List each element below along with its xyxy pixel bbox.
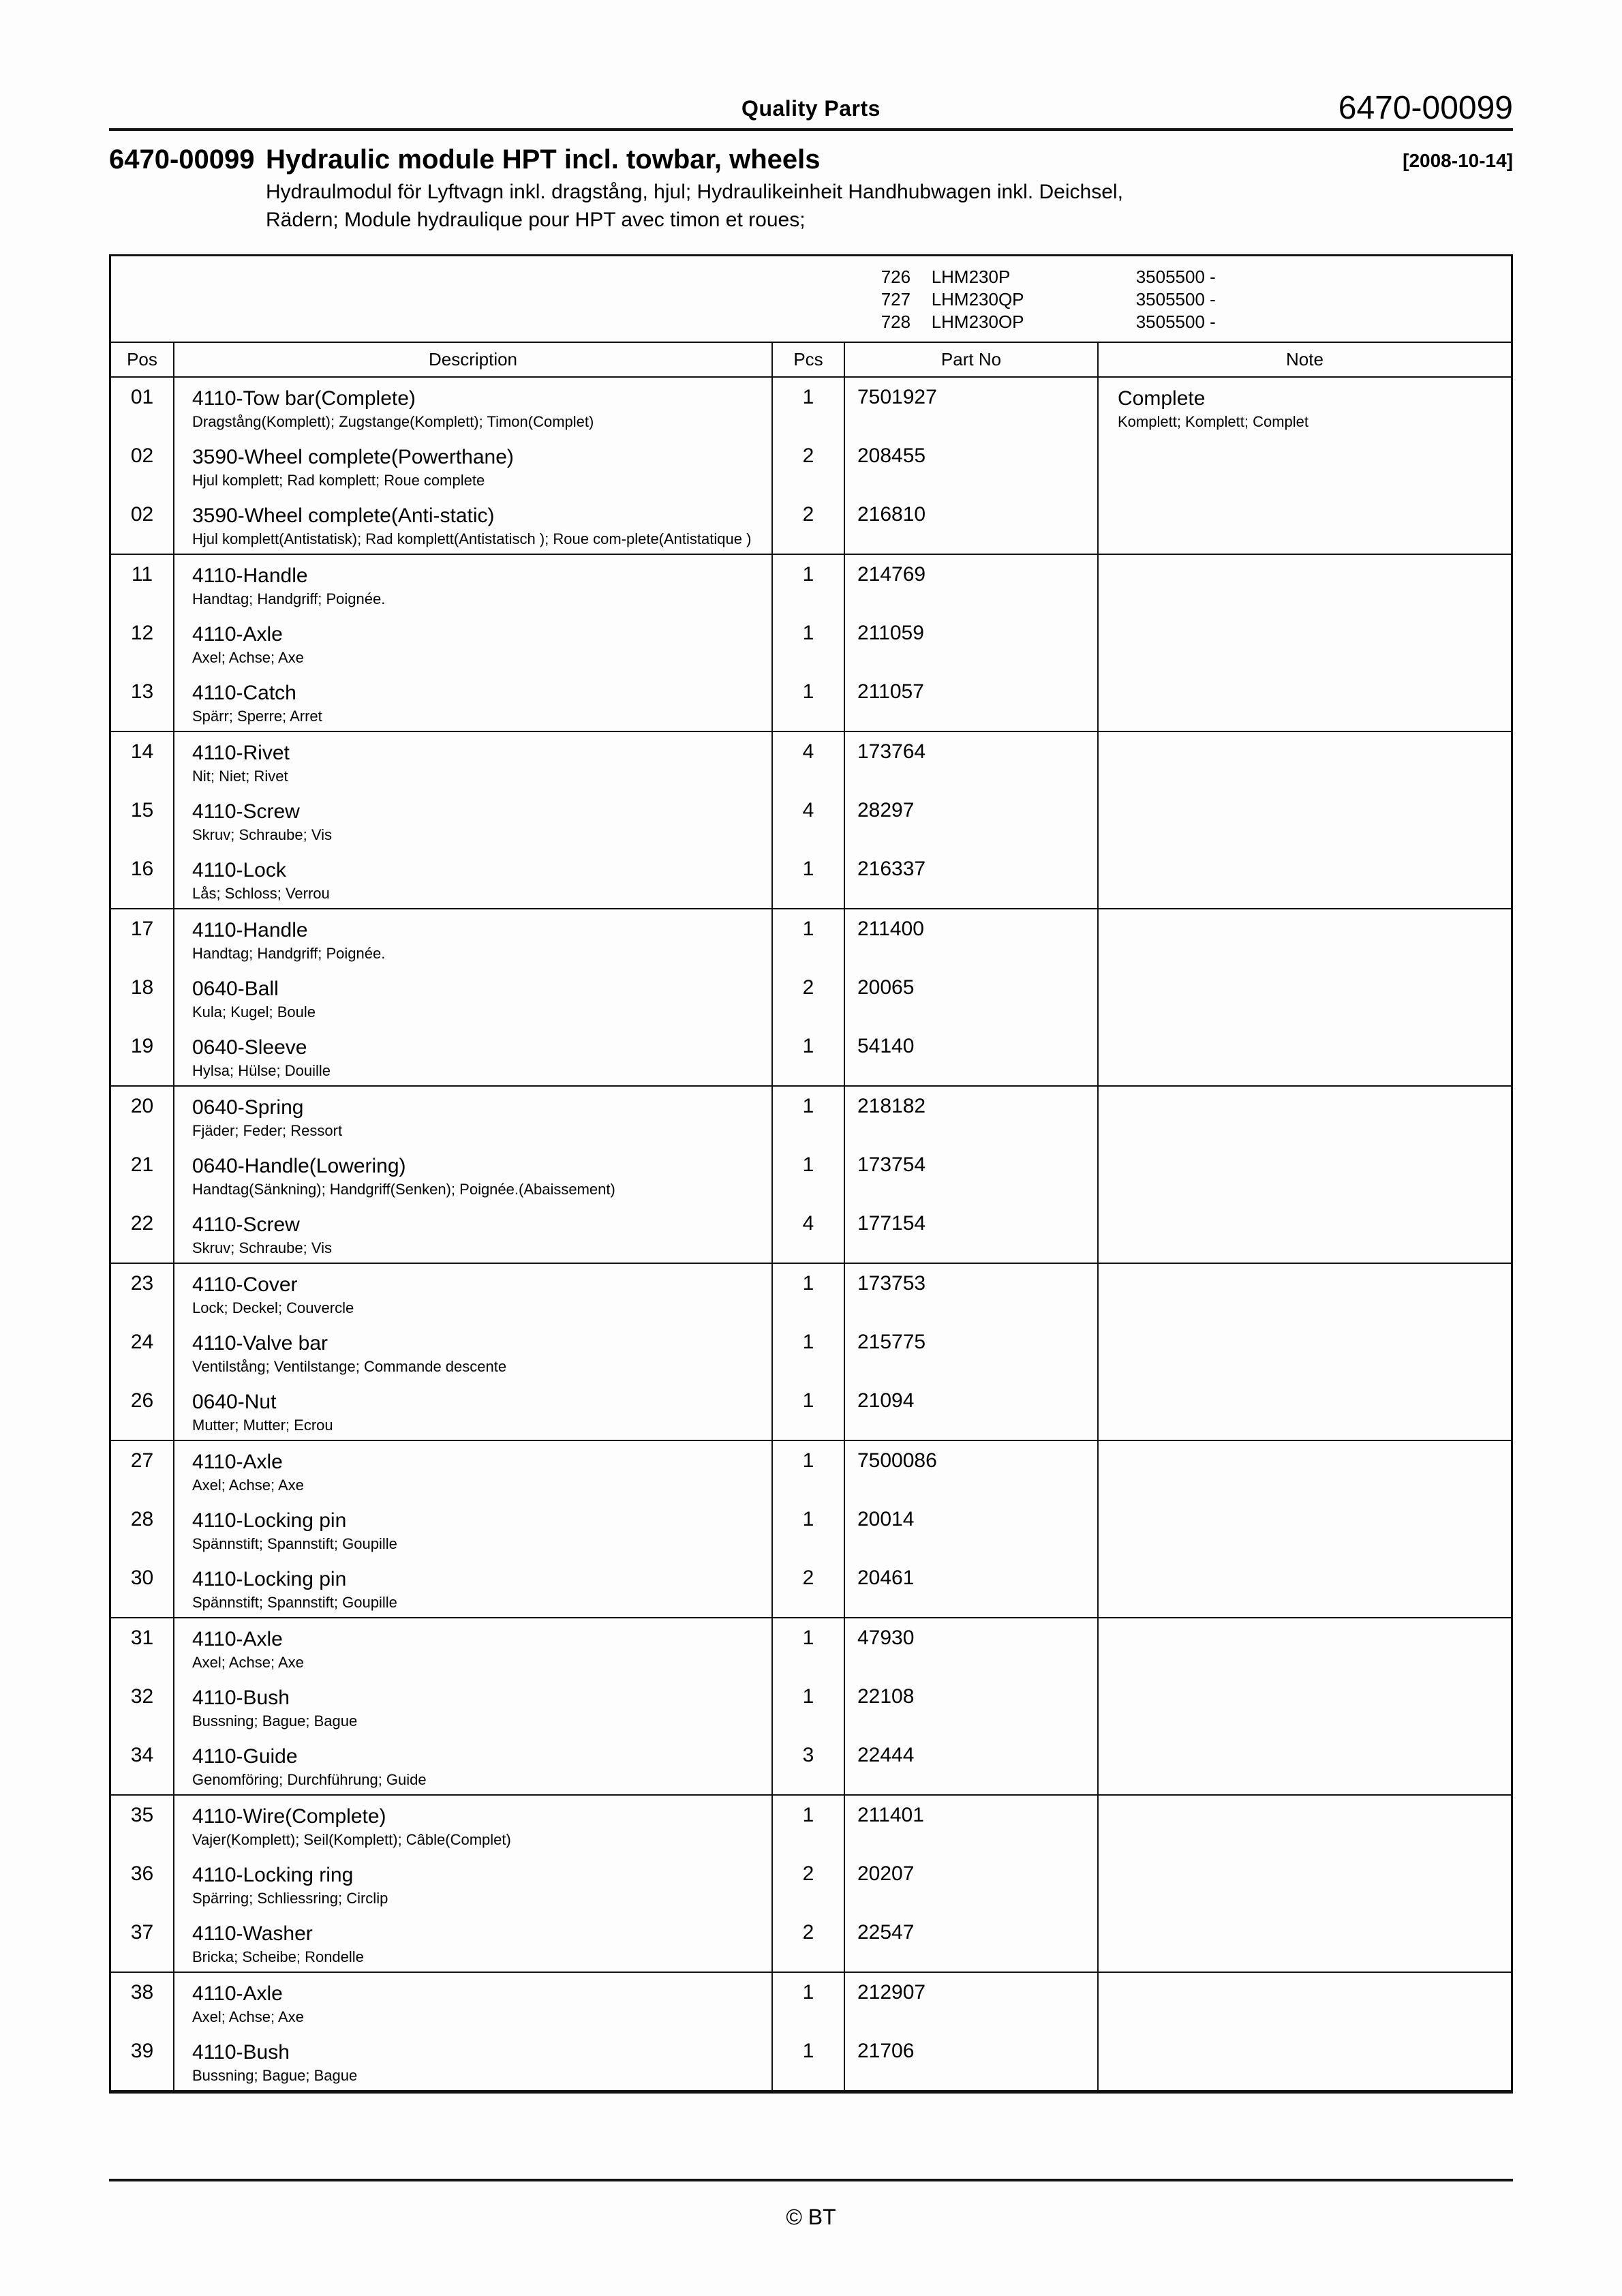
note-cell bbox=[1098, 1913, 1511, 1972]
description-main: 4110-Washer bbox=[192, 1922, 313, 1945]
description-translations: Bricka; Scheibe; Rondelle bbox=[192, 1948, 364, 1965]
description-translations: Axel; Achse; Axe bbox=[192, 649, 304, 666]
parts-table-header bbox=[111, 343, 1511, 377]
table-row bbox=[111, 1558, 1511, 1618]
table-row bbox=[111, 1677, 1511, 1736]
description-main: 4110-Catch bbox=[192, 682, 296, 704]
note-cell bbox=[1098, 909, 1511, 968]
title-block bbox=[109, 145, 1513, 234]
table-row bbox=[111, 1145, 1511, 1204]
part-no-cell: 215775 bbox=[844, 1323, 1098, 1381]
description-translations: Ventilstång; Ventilstange; Commande descente bbox=[192, 1358, 507, 1375]
description-cell bbox=[174, 1618, 772, 1677]
revision-date: [2008-10-14] bbox=[1403, 150, 1513, 171]
part-no-cell: 21094 bbox=[844, 1381, 1098, 1440]
pos-cell: 02 bbox=[111, 436, 174, 495]
description-translations: Spärr; Sperre; Arret bbox=[192, 708, 322, 725]
part-no-cell: 208455 bbox=[844, 436, 1098, 495]
note-cell bbox=[1098, 1145, 1511, 1204]
description-cell bbox=[174, 1854, 772, 1913]
pos-cell: 38 bbox=[111, 1972, 174, 2031]
description-translations: Axel; Achse; Axe bbox=[192, 1654, 304, 1671]
description-translations: Spännstift; Spannstift; Goupille bbox=[192, 1535, 397, 1552]
pos-cell: 12 bbox=[111, 614, 174, 672]
note-cell bbox=[1098, 672, 1511, 731]
description-cell bbox=[174, 614, 772, 672]
pcs-cell: 2 bbox=[772, 1558, 844, 1618]
pcs-cell: 2 bbox=[772, 1854, 844, 1913]
note-cell bbox=[1098, 849, 1511, 909]
note-cell bbox=[1098, 968, 1511, 1027]
pcs-cell: 1 bbox=[772, 1500, 844, 1558]
table-row bbox=[111, 436, 1511, 495]
part-no-cell: 22547 bbox=[844, 1913, 1098, 1972]
pos-cell: 19 bbox=[111, 1027, 174, 1086]
description-main: 4110-Wire(Complete) bbox=[192, 1805, 386, 1828]
note-cell bbox=[1098, 1558, 1511, 1618]
pos-cell: 37 bbox=[111, 1913, 174, 1972]
header-divider bbox=[109, 128, 1513, 131]
page-footer bbox=[109, 2179, 1513, 2230]
description-main: 4110-Rivet bbox=[192, 742, 290, 764]
description-translations: Bussning; Bague; Bague bbox=[192, 1712, 358, 1729]
part-no-cell: 20065 bbox=[844, 968, 1098, 1027]
model-serial: 3505500 - bbox=[1135, 312, 1216, 332]
models-box bbox=[111, 256, 1511, 343]
pos-cell: 21 bbox=[111, 1145, 174, 1204]
part-no-cell: 218182 bbox=[844, 1086, 1098, 1145]
pcs-cell: 1 bbox=[772, 1677, 844, 1736]
pcs-cell: 1 bbox=[772, 1086, 844, 1145]
description-main: 4110-Screw bbox=[192, 1213, 300, 1236]
description-main: 0640-Sleeve bbox=[192, 1036, 307, 1059]
note-cell bbox=[1098, 1972, 1511, 2031]
table-row bbox=[111, 849, 1511, 909]
note-cell bbox=[1098, 731, 1511, 791]
table-row bbox=[111, 614, 1511, 672]
parts-table-container bbox=[109, 254, 1513, 2094]
part-no-cell: 173754 bbox=[844, 1145, 1098, 1204]
table-row bbox=[111, 1086, 1511, 1145]
part-no-cell: 47930 bbox=[844, 1618, 1098, 1677]
description-cell bbox=[174, 1972, 772, 2031]
description-translations: Fjäder; Feder; Ressort bbox=[192, 1122, 343, 1139]
pcs-cell: 1 bbox=[772, 1027, 844, 1086]
description-main: 4110-Cover bbox=[192, 1273, 298, 1296]
page-title: Hydraulic module HPT incl. towbar, wheels bbox=[266, 145, 821, 175]
parts-table-body bbox=[111, 377, 1511, 2091]
pcs-cell: 1 bbox=[772, 554, 844, 614]
description-translations: Genomföring; Durchführung; Guide bbox=[192, 1771, 427, 1788]
pcs-cell: 1 bbox=[772, 2031, 844, 2091]
model-line bbox=[881, 311, 1511, 333]
description-cell bbox=[174, 1913, 772, 1972]
table-row bbox=[111, 1795, 1511, 1854]
pos-cell: 23 bbox=[111, 1263, 174, 1323]
table-row bbox=[111, 731, 1511, 791]
description-translations: Vajer(Komplett); Seil(Komplett); Câble(Complet) bbox=[192, 1831, 511, 1848]
description-main: 4110-Screw bbox=[192, 800, 300, 823]
description-main: 4110-Axle bbox=[192, 1628, 283, 1650]
description-cell bbox=[174, 672, 772, 731]
pos-cell: 11 bbox=[111, 554, 174, 614]
part-no-cell: 214769 bbox=[844, 554, 1098, 614]
part-no-cell: 21706 bbox=[844, 2031, 1098, 2091]
pos-cell: 02 bbox=[111, 495, 174, 554]
description-main: 4110-Bush bbox=[192, 1687, 290, 1709]
pos-cell: 13 bbox=[111, 672, 174, 731]
description-cell bbox=[174, 554, 772, 614]
table-row bbox=[111, 1323, 1511, 1381]
part-no-cell: 216337 bbox=[844, 849, 1098, 909]
part-no-cell: 173764 bbox=[844, 731, 1098, 791]
description-main: 4110-Axle bbox=[192, 1982, 283, 2005]
description-cell bbox=[174, 849, 772, 909]
note-cell bbox=[1098, 1677, 1511, 1736]
table-row bbox=[111, 1440, 1511, 1500]
part-no-cell: 211059 bbox=[844, 614, 1098, 672]
pos-cell: 27 bbox=[111, 1440, 174, 1500]
description-translations: Hjul komplett(Antistatisk); Rad komplett(Antistatisch ); Roue com-plete(Antistatique ) bbox=[192, 530, 752, 547]
pcs-cell: 1 bbox=[772, 1618, 844, 1677]
table-row bbox=[111, 1027, 1511, 1086]
pcs-cell: 1 bbox=[772, 377, 844, 436]
pos-cell: 18 bbox=[111, 968, 174, 1027]
brand-title: Quality Parts bbox=[741, 96, 881, 121]
pos-cell: 16 bbox=[111, 849, 174, 909]
pos-cell: 26 bbox=[111, 1381, 174, 1440]
description-cell bbox=[174, 791, 772, 849]
note-cell bbox=[1098, 791, 1511, 849]
pcs-cell: 1 bbox=[772, 1795, 844, 1854]
pos-cell: 20 bbox=[111, 1086, 174, 1145]
description-translations: Hylsa; Hülse; Douille bbox=[192, 1062, 331, 1079]
table-row bbox=[111, 1913, 1511, 1972]
copyright-text: © BT bbox=[786, 2205, 836, 2229]
table-row bbox=[111, 1204, 1511, 1263]
description-main: 4110-Tow bar(Complete) bbox=[192, 387, 416, 410]
description-main: 3590-Wheel complete(Anti-static) bbox=[192, 504, 495, 527]
description-main: 4110-Valve bar bbox=[192, 1332, 328, 1355]
model-no: 727 bbox=[881, 289, 911, 309]
part-no-cell: 22444 bbox=[844, 1736, 1098, 1795]
description-cell bbox=[174, 2031, 772, 2091]
part-no-cell: 211401 bbox=[844, 1795, 1098, 1854]
title-main bbox=[266, 145, 1349, 234]
part-no-cell: 212907 bbox=[844, 1972, 1098, 2031]
model-name: LHM230QP bbox=[931, 289, 1024, 309]
part-no-cell: 20207 bbox=[844, 1854, 1098, 1913]
part-no-cell: 7500086 bbox=[844, 1440, 1098, 1500]
pcs-cell: 1 bbox=[772, 909, 844, 968]
description-cell bbox=[174, 495, 772, 554]
pos-cell: 22 bbox=[111, 1204, 174, 1263]
note-cell bbox=[1098, 614, 1511, 672]
description-translations: Nit; Niet; Rivet bbox=[192, 768, 288, 785]
table-row bbox=[111, 1618, 1511, 1677]
description-main: 0640-Spring bbox=[192, 1096, 304, 1119]
description-translations: Kula; Kugel; Boule bbox=[192, 1003, 316, 1021]
title-number: 6470-00099 bbox=[109, 145, 255, 175]
part-no-cell: 7501927 bbox=[844, 377, 1098, 436]
description-cell bbox=[174, 1323, 772, 1381]
description-main: 4110-Guide bbox=[192, 1745, 298, 1768]
col-header-part-no: Part No bbox=[844, 343, 1098, 377]
description-main: 4110-Handle bbox=[192, 564, 308, 587]
note-cell bbox=[1098, 436, 1511, 495]
table-row bbox=[111, 1736, 1511, 1795]
description-main: 4110-Locking pin bbox=[192, 1568, 347, 1590]
description-cell bbox=[174, 1795, 772, 1854]
col-header-note: Note bbox=[1098, 343, 1511, 377]
note-cell bbox=[1098, 1736, 1511, 1795]
pos-cell: 39 bbox=[111, 2031, 174, 2091]
pos-cell: 32 bbox=[111, 1677, 174, 1736]
table-row bbox=[111, 554, 1511, 614]
description-translations: Handtag; Handgriff; Poignée. bbox=[192, 590, 386, 607]
description-main: 0640-Ball bbox=[192, 978, 279, 1000]
description-translations: Handtag(Sänkning); Handgriff(Senken); Poignée.(Abaissement) bbox=[192, 1181, 615, 1198]
pos-cell: 36 bbox=[111, 1854, 174, 1913]
description-main: 0640-Handle(Lowering) bbox=[192, 1155, 406, 1177]
pcs-cell: 4 bbox=[772, 791, 844, 849]
model-no: 726 bbox=[881, 267, 911, 287]
description-translations: Axel; Achse; Axe bbox=[192, 2008, 304, 2025]
description-translations: Skruv; Schraube; Vis bbox=[192, 826, 333, 843]
model-no: 728 bbox=[881, 312, 911, 332]
parts-table bbox=[111, 343, 1511, 2091]
description-translations: Dragstång(Komplett); Zugstange(Komplett); Timon(Complet) bbox=[192, 413, 594, 430]
description-translations: Spärring; Schliessring; Circlip bbox=[192, 1890, 388, 1907]
pos-cell: 34 bbox=[111, 1736, 174, 1795]
note-cell bbox=[1098, 1500, 1511, 1558]
description-translations: Hjul komplett; Rad komplett; Roue complete bbox=[192, 472, 485, 489]
note-cell bbox=[1098, 1795, 1511, 1854]
model-serial: 3505500 - bbox=[1135, 267, 1216, 287]
table-row bbox=[111, 495, 1511, 554]
description-cell bbox=[174, 1263, 772, 1323]
table-row bbox=[111, 1972, 1511, 2031]
table-row bbox=[111, 791, 1511, 849]
note-cell bbox=[1098, 495, 1511, 554]
pcs-cell: 3 bbox=[772, 1736, 844, 1795]
note-cell bbox=[1098, 377, 1511, 436]
note-cell bbox=[1098, 1086, 1511, 1145]
description-translations: Axel; Achse; Axe bbox=[192, 1477, 304, 1494]
description-cell bbox=[174, 1145, 772, 1204]
note-cell bbox=[1098, 2031, 1511, 2091]
pcs-cell: 1 bbox=[772, 1440, 844, 1500]
pos-cell: 15 bbox=[111, 791, 174, 849]
pcs-cell: 4 bbox=[772, 1204, 844, 1263]
description-main: 3590-Wheel complete(Powerthane) bbox=[192, 446, 514, 468]
note-cell bbox=[1098, 1381, 1511, 1440]
pcs-cell: 1 bbox=[772, 614, 844, 672]
description-cell bbox=[174, 1086, 772, 1145]
pos-cell: 28 bbox=[111, 1500, 174, 1558]
part-no-cell: 20014 bbox=[844, 1500, 1098, 1558]
page-subtitle-line1: Hydraulmodul för Lyftvagn inkl. dragstång, hjul; Hydraulikeinheit Handhubwagen inkl. Deichsel, bbox=[266, 181, 1123, 203]
description-main: 4110-Locking pin bbox=[192, 1509, 347, 1532]
part-no-cell: 173753 bbox=[844, 1263, 1098, 1323]
description-main: 4110-Handle bbox=[192, 919, 308, 941]
description-main: 4110-Locking ring bbox=[192, 1864, 354, 1886]
description-cell bbox=[174, 436, 772, 495]
part-no-cell: 28297 bbox=[844, 791, 1098, 849]
pcs-cell: 1 bbox=[772, 1263, 844, 1323]
description-cell bbox=[174, 1381, 772, 1440]
part-no-cell: 211400 bbox=[844, 909, 1098, 968]
pos-cell: 14 bbox=[111, 731, 174, 791]
pcs-cell: 2 bbox=[772, 968, 844, 1027]
table-row bbox=[111, 1381, 1511, 1440]
description-translations: Bussning; Bague; Bague bbox=[192, 2067, 358, 2084]
col-header-description: Description bbox=[174, 343, 772, 377]
part-no-cell: 20461 bbox=[844, 1558, 1098, 1618]
description-translations: Skruv; Schraube; Vis bbox=[192, 1239, 333, 1256]
description-cell bbox=[174, 731, 772, 791]
table-row bbox=[111, 377, 1511, 436]
model-line bbox=[881, 266, 1511, 288]
description-cell bbox=[174, 1204, 772, 1263]
description-main: 4110-Lock bbox=[192, 859, 286, 881]
description-main: 4110-Bush bbox=[192, 2041, 290, 2064]
pcs-cell: 4 bbox=[772, 731, 844, 791]
part-no-cell: 54140 bbox=[844, 1027, 1098, 1086]
description-main: 0640-Nut bbox=[192, 1391, 277, 1413]
pcs-cell: 2 bbox=[772, 1913, 844, 1972]
table-row bbox=[111, 1854, 1511, 1913]
description-cell bbox=[174, 1440, 772, 1500]
description-cell bbox=[174, 968, 772, 1027]
pos-cell: 17 bbox=[111, 909, 174, 968]
description-translations: Lock; Deckel; Couvercle bbox=[192, 1299, 354, 1316]
header-doc-number: 6470-00099 bbox=[1338, 90, 1513, 126]
description-translations: Handtag; Handgriff; Poignée. bbox=[192, 945, 386, 962]
description-cell bbox=[174, 377, 772, 436]
note-cell bbox=[1098, 554, 1511, 614]
table-row bbox=[111, 1500, 1511, 1558]
table-row bbox=[111, 2031, 1511, 2091]
note-cell bbox=[1098, 1854, 1511, 1913]
note-cell bbox=[1098, 1323, 1511, 1381]
model-name: LHM230OP bbox=[931, 312, 1024, 332]
note-main: Complete bbox=[1118, 387, 1206, 410]
table-row bbox=[111, 672, 1511, 731]
table-row bbox=[111, 1263, 1511, 1323]
part-no-cell: 177154 bbox=[844, 1204, 1098, 1263]
pcs-cell: 1 bbox=[772, 1972, 844, 2031]
part-no-cell: 22108 bbox=[844, 1677, 1098, 1736]
part-no-cell: 216810 bbox=[844, 495, 1098, 554]
pcs-cell: 1 bbox=[772, 1381, 844, 1440]
description-translations: Lås; Schloss; Verrou bbox=[192, 885, 330, 902]
table-row bbox=[111, 909, 1511, 968]
model-name: LHM230P bbox=[931, 267, 1011, 287]
pcs-cell: 1 bbox=[772, 672, 844, 731]
description-main: 4110-Axle bbox=[192, 1451, 283, 1473]
pos-cell: 31 bbox=[111, 1618, 174, 1677]
model-line bbox=[881, 288, 1511, 311]
pos-cell: 30 bbox=[111, 1558, 174, 1618]
pcs-cell: 1 bbox=[772, 1145, 844, 1204]
pcs-cell: 2 bbox=[772, 436, 844, 495]
description-cell bbox=[174, 1500, 772, 1558]
pcs-cell: 2 bbox=[772, 495, 844, 554]
description-main: 4110-Axle bbox=[192, 623, 283, 646]
note-cell bbox=[1098, 1440, 1511, 1500]
note-cell bbox=[1098, 1204, 1511, 1263]
part-no-cell: 211057 bbox=[844, 672, 1098, 731]
pos-cell: 35 bbox=[111, 1795, 174, 1854]
description-cell bbox=[174, 1677, 772, 1736]
description-cell bbox=[174, 1558, 772, 1618]
pcs-cell: 1 bbox=[772, 1323, 844, 1381]
col-header-pos: Pos bbox=[111, 343, 174, 377]
pcs-cell: 1 bbox=[772, 849, 844, 909]
description-cell bbox=[174, 1736, 772, 1795]
pos-cell: 24 bbox=[111, 1323, 174, 1381]
description-cell bbox=[174, 909, 772, 968]
description-translations: Spännstift; Spannstift; Goupille bbox=[192, 1594, 397, 1611]
pos-cell: 01 bbox=[111, 377, 174, 436]
description-translations: Mutter; Mutter; Ecrou bbox=[192, 1417, 333, 1434]
table-row bbox=[111, 968, 1511, 1027]
note-translations: Komplett; Komplett; Complet bbox=[1118, 413, 1309, 430]
col-header-pcs: Pcs bbox=[772, 343, 844, 377]
note-cell bbox=[1098, 1027, 1511, 1086]
model-serial: 3505500 - bbox=[1135, 289, 1216, 309]
page-header bbox=[109, 65, 1513, 128]
description-cell bbox=[174, 1027, 772, 1086]
note-cell bbox=[1098, 1263, 1511, 1323]
note-cell bbox=[1098, 1618, 1511, 1677]
page-subtitle-line2: Rädern; Module hydraulique pour HPT avec timon et roues; bbox=[266, 209, 806, 231]
